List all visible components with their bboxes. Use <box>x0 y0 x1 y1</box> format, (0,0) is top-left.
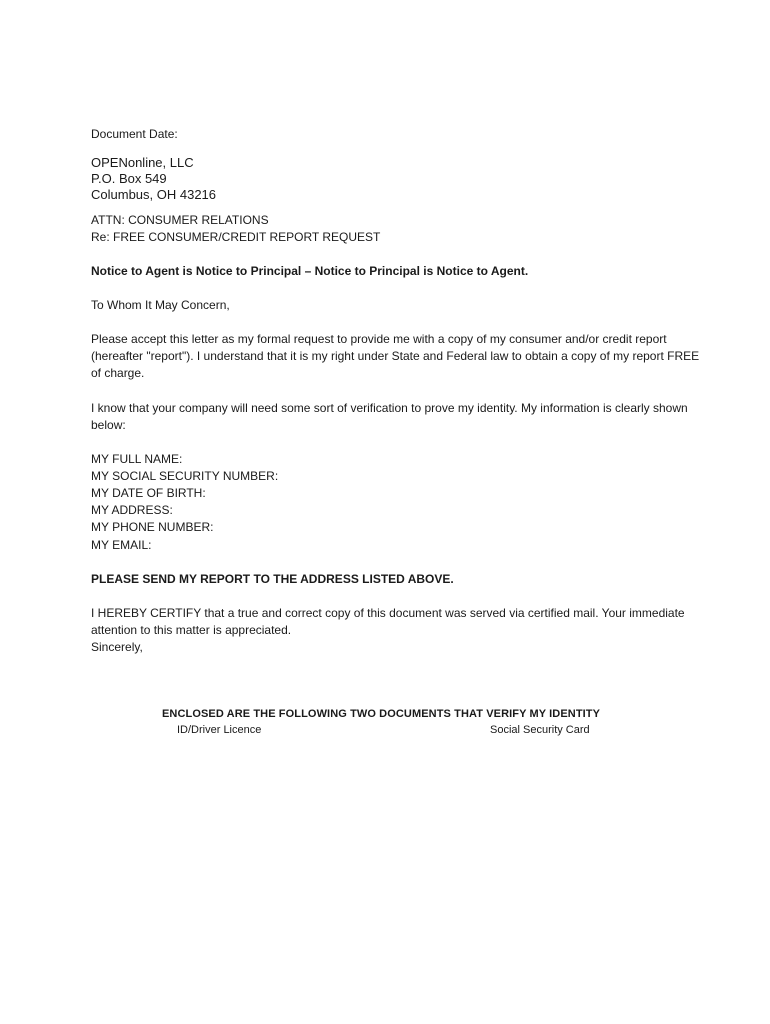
attn-line: ATTN: CONSUMER RELATIONS <box>91 213 269 227</box>
closing: Sincerely, <box>91 640 143 654</box>
info-field-dob: MY DATE OF BIRTH: <box>91 486 206 500</box>
info-field-email: MY EMAIL: <box>91 538 152 552</box>
info-field-ssn: MY SOCIAL SECURITY NUMBER: <box>91 469 279 483</box>
notice-line: Notice to Agent is Notice to Principal – Notice to Principal is Notice to Agent. <box>91 264 529 278</box>
info-field-full-name: MY FULL NAME: <box>91 452 183 466</box>
enclosed-item-ssc: Social Security Card <box>490 724 590 736</box>
send-instruction: PLEASE SEND MY REPORT TO THE ADDRESS LISTED ABOVE. <box>91 572 454 586</box>
recipient-po-box: P.O. Box 549 <box>91 171 167 186</box>
recipient-city: Columbus, OH 43216 <box>91 187 217 202</box>
request-paragraph: Please accept this letter as my formal request to provide me with a copy of my consumer and/or credit report (hereafter "report"). I understand that it is my right under State and Federal law to obtain a copy of my report FREE of charge. <box>91 332 700 380</box>
info-field-phone: MY PHONE NUMBER: <box>91 520 214 534</box>
salutation: To Whom It May Concern, <box>91 298 230 312</box>
certify-paragraph: I HEREBY CERTIFY that a true and correct copy of this document was served via certified mail. Your immediate attention to this matter is appreciated. <box>91 606 685 637</box>
info-field-address: MY ADDRESS: <box>91 503 173 517</box>
enclosed-item-id: ID/Driver Licence <box>177 724 262 736</box>
re-line: Re: FREE CONSUMER/CREDIT REPORT REQUEST <box>91 230 381 244</box>
recipient-company: OPENonline, LLC <box>91 155 194 170</box>
verification-paragraph: I know that your company will need some sort of verification to prove my identity. My information is clearly shown below: <box>91 401 688 432</box>
document-date-label: Document Date: <box>91 127 178 141</box>
enclosed-title: ENCLOSED ARE THE FOLLOWING TWO DOCUMENTS THAT VERIFY MY IDENTITY <box>162 708 601 720</box>
